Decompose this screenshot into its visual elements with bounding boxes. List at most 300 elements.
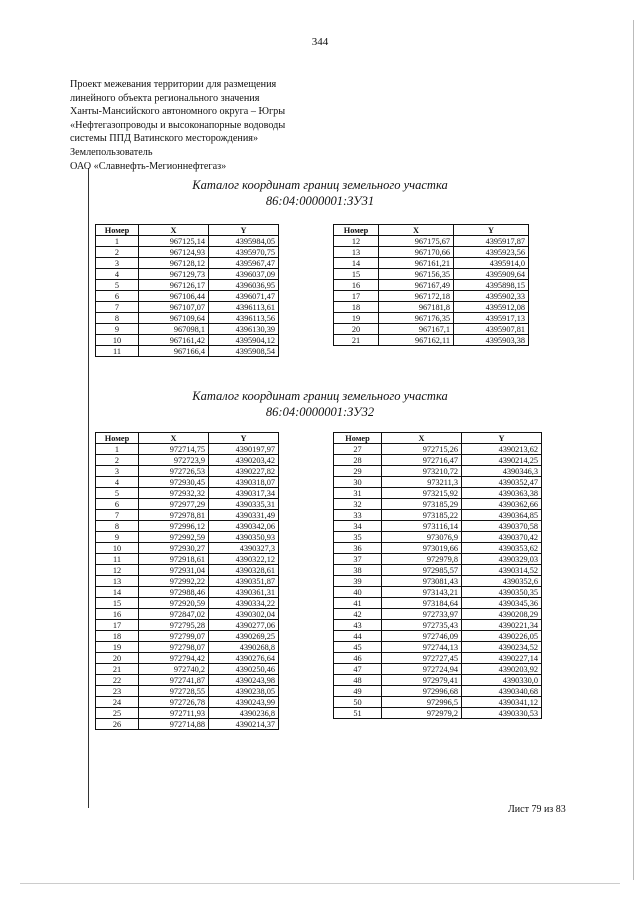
point-number-cell: 6: [96, 291, 139, 302]
y-coordinate-cell: 4390331,49: [209, 510, 279, 521]
y-coordinate-cell: 4390329,03: [462, 554, 542, 565]
table-row: [334, 675, 542, 686]
y-coordinate-cell: 4390268,8: [209, 642, 279, 653]
table-row: [96, 576, 279, 587]
column-header-y: Y: [462, 433, 542, 444]
table-row: [334, 335, 529, 346]
x-coordinate-cell: 967170,66: [379, 247, 454, 258]
table-row: [334, 686, 542, 697]
x-coordinate-cell: 972794,42: [139, 653, 209, 664]
y-coordinate-cell: 4390363,38: [462, 488, 542, 499]
point-number-cell: 25: [96, 708, 139, 719]
table-row: [334, 587, 542, 598]
point-number-cell: 23: [96, 686, 139, 697]
x-coordinate-cell: 967126,17: [139, 280, 209, 291]
y-coordinate-cell: 4390327,3: [209, 543, 279, 554]
y-coordinate-cell: 4390350,93: [209, 532, 279, 543]
point-number-cell: 47: [334, 664, 382, 675]
table-row: [334, 532, 542, 543]
x-coordinate-cell: 972723,9: [139, 455, 209, 466]
x-coordinate-cell: 972996,5: [382, 697, 462, 708]
catalog1-title: Каталог координат границ земельного участка: [192, 178, 448, 192]
table-row: [96, 719, 279, 730]
y-coordinate-cell: 4395909,64: [454, 269, 529, 280]
project-header: [70, 78, 285, 173]
y-coordinate-cell: 4390364,85: [462, 510, 542, 521]
point-number-cell: 48: [334, 675, 382, 686]
x-coordinate-cell: 972985,57: [382, 565, 462, 576]
point-number-cell: 11: [96, 346, 139, 357]
y-coordinate-cell: 4390197,97: [209, 444, 279, 455]
column-header-x: X: [382, 433, 462, 444]
y-coordinate-cell: 4390362,66: [462, 499, 542, 510]
point-number-cell: 4: [96, 477, 139, 488]
header-line: Землепользователь: [70, 146, 153, 158]
point-number-cell: 5: [96, 488, 139, 499]
y-coordinate-cell: 4390318,07: [209, 477, 279, 488]
table-row: [334, 609, 542, 620]
point-number-cell: 21: [96, 664, 139, 675]
y-coordinate-cell: 4390352,6: [462, 576, 542, 587]
table-row: [96, 313, 279, 324]
y-coordinate-cell: 4390203,92: [462, 664, 542, 675]
table-row: [96, 708, 279, 719]
point-number-cell: 44: [334, 631, 382, 642]
x-coordinate-cell: 972996,68: [382, 686, 462, 697]
x-coordinate-cell: 972847,02: [139, 609, 209, 620]
table-row: [96, 631, 279, 642]
y-coordinate-cell: 4396113,61: [209, 302, 279, 313]
x-coordinate-cell: 972977,29: [139, 499, 209, 510]
x-coordinate-cell: 972930,27: [139, 543, 209, 554]
y-coordinate-cell: 4395967,47: [209, 258, 279, 269]
x-coordinate-cell: 972727,45: [382, 653, 462, 664]
y-coordinate-cell: 4395923,56: [454, 247, 529, 258]
y-coordinate-cell: 4390370,42: [462, 532, 542, 543]
x-coordinate-cell: 972716,47: [382, 455, 462, 466]
x-coordinate-cell: 967172,18: [379, 291, 454, 302]
x-coordinate-cell: 972714,75: [139, 444, 209, 455]
point-number-cell: 3: [96, 258, 139, 269]
point-number-cell: 34: [334, 521, 382, 532]
catalog2-table-left: [95, 432, 279, 730]
page-edge-line: [633, 20, 634, 880]
y-coordinate-cell: 4390351,87: [209, 576, 279, 587]
point-number-cell: 20: [96, 653, 139, 664]
point-number-cell: 6: [96, 499, 139, 510]
table-row: [334, 313, 529, 324]
point-number-cell: 46: [334, 653, 382, 664]
y-coordinate-cell: 4390350,35: [462, 587, 542, 598]
y-coordinate-cell: 4390208,29: [462, 609, 542, 620]
point-number-cell: 42: [334, 609, 382, 620]
table-row: [96, 247, 279, 258]
point-number-cell: 16: [334, 280, 379, 291]
point-number-cell: 36: [334, 543, 382, 554]
x-coordinate-cell: 973184,64: [382, 598, 462, 609]
y-coordinate-cell: 4390238,05: [209, 686, 279, 697]
x-coordinate-cell: 967106,44: [139, 291, 209, 302]
x-coordinate-cell: 967098,1: [139, 324, 209, 335]
point-number-cell: 49: [334, 686, 382, 697]
y-coordinate-cell: 4390340,68: [462, 686, 542, 697]
table-row: [96, 510, 279, 521]
y-coordinate-cell: 4396036,95: [209, 280, 279, 291]
table-row: [96, 258, 279, 269]
point-number-cell: 18: [96, 631, 139, 642]
x-coordinate-cell: 972932,32: [139, 488, 209, 499]
point-number-cell: 1: [96, 444, 139, 455]
column-header-number: Номер: [334, 433, 382, 444]
x-coordinate-cell: 972740,2: [139, 664, 209, 675]
table-row: [334, 236, 529, 247]
y-coordinate-cell: 4395902,33: [454, 291, 529, 302]
y-coordinate-cell: 4390236,8: [209, 708, 279, 719]
table-row: [334, 291, 529, 302]
point-number-cell: 7: [96, 510, 139, 521]
table-row: [334, 576, 542, 587]
table-row: [96, 291, 279, 302]
column-header-y: Y: [209, 433, 279, 444]
table-row: [96, 543, 279, 554]
y-coordinate-cell: 4395904,12: [209, 335, 279, 346]
x-coordinate-cell: 972744,13: [382, 642, 462, 653]
x-coordinate-cell: 972992,59: [139, 532, 209, 543]
table-row: [334, 697, 542, 708]
x-coordinate-cell: 972711,93: [139, 708, 209, 719]
header-line: «Нефтегазопроводы и высоконапорные водоводы: [70, 119, 286, 131]
x-coordinate-cell: 967175,67: [379, 236, 454, 247]
column-header-x: X: [139, 433, 209, 444]
y-coordinate-cell: 4390277,06: [209, 620, 279, 631]
point-number-cell: 31: [334, 488, 382, 499]
y-coordinate-cell: 4395898,15: [454, 280, 529, 291]
y-coordinate-cell: 4390243,98: [209, 675, 279, 686]
column-header-y: Y: [209, 225, 279, 236]
table-row: [334, 477, 542, 488]
table-row: [334, 488, 542, 499]
point-number-cell: 8: [96, 313, 139, 324]
y-coordinate-cell: 4390370,58: [462, 521, 542, 532]
table-row: [334, 324, 529, 335]
x-coordinate-cell: 973185,22: [382, 510, 462, 521]
column-header-y: Y: [454, 225, 529, 236]
point-number-cell: 9: [96, 532, 139, 543]
table-row: [96, 642, 279, 653]
table-row: [96, 346, 279, 357]
table-row: [334, 653, 542, 664]
y-coordinate-cell: 4390213,62: [462, 444, 542, 455]
y-coordinate-cell: 4390330,53: [462, 708, 542, 719]
table-row: [96, 236, 279, 247]
table-row: [96, 697, 279, 708]
point-number-cell: 5: [96, 280, 139, 291]
point-number-cell: 22: [96, 675, 139, 686]
table-row: [96, 488, 279, 499]
point-number-cell: 19: [96, 642, 139, 653]
catalog1-table-right: [333, 224, 529, 346]
y-coordinate-cell: 4395912,08: [454, 302, 529, 313]
scan-bottom-line: [20, 883, 620, 884]
y-coordinate-cell: 4395917,13: [454, 313, 529, 324]
table-row: [96, 609, 279, 620]
point-number-cell: 12: [96, 565, 139, 576]
point-number-cell: 33: [334, 510, 382, 521]
table-row: [96, 598, 279, 609]
point-number-cell: 40: [334, 587, 382, 598]
catalog1-parcel: 86:04:0000001:ЗУ31: [265, 194, 375, 208]
x-coordinate-cell: 972724,94: [382, 664, 462, 675]
y-coordinate-cell: 4396037,09: [209, 269, 279, 280]
y-coordinate-cell: 4390276,64: [209, 653, 279, 664]
column-header-number: Номер: [96, 433, 139, 444]
table-row: [96, 466, 279, 477]
table-row: [334, 565, 542, 576]
y-coordinate-cell: 4390221,34: [462, 620, 542, 631]
point-number-cell: 37: [334, 554, 382, 565]
y-coordinate-cell: 4390302,04: [209, 609, 279, 620]
table-row: [96, 302, 279, 313]
binding-margin-line: [88, 168, 89, 808]
y-coordinate-cell: 4395903,38: [454, 335, 529, 346]
y-coordinate-cell: 4390269,25: [209, 631, 279, 642]
table-row: [96, 444, 279, 455]
point-number-cell: 50: [334, 697, 382, 708]
table-row: [96, 335, 279, 346]
header-line: системы ППД Ватинского месторождения»: [70, 133, 259, 145]
table-row: [96, 521, 279, 532]
point-number-cell: 12: [334, 236, 379, 247]
x-coordinate-cell: 972992,22: [139, 576, 209, 587]
catalog2-title: Каталог координат границ земельного участка: [192, 389, 448, 403]
column-header-x: X: [379, 225, 454, 236]
x-coordinate-cell: 967166,4: [139, 346, 209, 357]
point-number-cell: 16: [96, 609, 139, 620]
table-row: [96, 565, 279, 576]
x-coordinate-cell: 967161,42: [139, 335, 209, 346]
table-row: [334, 708, 542, 719]
point-number-cell: 24: [96, 697, 139, 708]
table-row: [334, 664, 542, 675]
catalog2-parcel: 86:04:0000001:ЗУ32: [265, 405, 375, 419]
x-coordinate-cell: 973215,92: [382, 488, 462, 499]
point-number-cell: 19: [334, 313, 379, 324]
catalog1-table-left: [95, 224, 279, 357]
x-coordinate-cell: 972733,97: [382, 609, 462, 620]
x-coordinate-cell: 972979,41: [382, 675, 462, 686]
table-row: [334, 466, 542, 477]
point-number-cell: 27: [334, 444, 382, 455]
point-number-cell: 17: [334, 291, 379, 302]
x-coordinate-cell: 973143,21: [382, 587, 462, 598]
y-coordinate-cell: 4390361,31: [209, 587, 279, 598]
column-header-number: Номер: [334, 225, 379, 236]
x-coordinate-cell: 972978,81: [139, 510, 209, 521]
point-number-cell: 28: [334, 455, 382, 466]
y-coordinate-cell: 4390352,47: [462, 477, 542, 488]
x-coordinate-cell: 967129,73: [139, 269, 209, 280]
header-line: ОАО «Славнефть-Мегионнефтегаз»: [70, 160, 227, 172]
table-row: [334, 598, 542, 609]
sheet-label: Лист 79 из 83: [508, 804, 566, 815]
x-coordinate-cell: 973116,14: [382, 521, 462, 532]
y-coordinate-cell: 4395908,54: [209, 346, 279, 357]
table-row: [334, 269, 529, 280]
point-number-cell: 39: [334, 576, 382, 587]
x-coordinate-cell: 967156,35: [379, 269, 454, 280]
y-coordinate-cell: 4390328,61: [209, 565, 279, 576]
x-coordinate-cell: 973211,3: [382, 477, 462, 488]
y-coordinate-cell: 4390346,3: [462, 466, 542, 477]
x-coordinate-cell: 972714,88: [139, 719, 209, 730]
x-coordinate-cell: 973019,66: [382, 543, 462, 554]
point-number-cell: 1: [96, 236, 139, 247]
point-number-cell: 17: [96, 620, 139, 631]
y-coordinate-cell: 4390322,12: [209, 554, 279, 565]
header-line: Проект межевания территории для размещения: [70, 79, 277, 90]
x-coordinate-cell: 972726,53: [139, 466, 209, 477]
x-coordinate-cell: 972735,43: [382, 620, 462, 631]
table-row: [334, 302, 529, 313]
y-coordinate-cell: 4390227,82: [209, 466, 279, 477]
y-coordinate-cell: 4390335,31: [209, 499, 279, 510]
table-row: [334, 247, 529, 258]
table-row: [96, 587, 279, 598]
header-line: линейного объекта регионального значения: [70, 92, 260, 104]
point-number-cell: 32: [334, 499, 382, 510]
y-coordinate-cell: 4390334,22: [209, 598, 279, 609]
y-coordinate-cell: 4390234,52: [462, 642, 542, 653]
point-number-cell: 15: [96, 598, 139, 609]
x-coordinate-cell: 972930,45: [139, 477, 209, 488]
table-row: [334, 521, 542, 532]
x-coordinate-cell: 967124,93: [139, 247, 209, 258]
x-coordinate-cell: 967161,21: [379, 258, 454, 269]
table-row: [96, 269, 279, 280]
y-coordinate-cell: 4390342,06: [209, 521, 279, 532]
page-number: 344: [311, 36, 329, 48]
x-coordinate-cell: 973210,72: [382, 466, 462, 477]
point-number-cell: 45: [334, 642, 382, 653]
catalog2-table-right: [333, 432, 542, 719]
x-coordinate-cell: 967125,14: [139, 236, 209, 247]
table-row: [96, 455, 279, 466]
table-row: [334, 499, 542, 510]
x-coordinate-cell: 967176,35: [379, 313, 454, 324]
point-number-cell: 2: [96, 455, 139, 466]
y-coordinate-cell: 4390330,0: [462, 675, 542, 686]
column-header-x: X: [139, 225, 209, 236]
table-row: [96, 686, 279, 697]
table-row: [96, 499, 279, 510]
table-row: [96, 675, 279, 686]
y-coordinate-cell: 4390345,36: [462, 598, 542, 609]
point-number-cell: 21: [334, 335, 379, 346]
y-coordinate-cell: 4396113,56: [209, 313, 279, 324]
x-coordinate-cell: 972931,04: [139, 565, 209, 576]
table-row: [96, 664, 279, 675]
point-number-cell: 29: [334, 466, 382, 477]
table-row: [96, 620, 279, 631]
table-row: [334, 258, 529, 269]
table-row: [334, 455, 542, 466]
x-coordinate-cell: 972920,59: [139, 598, 209, 609]
point-number-cell: 11: [96, 554, 139, 565]
point-number-cell: 15: [334, 269, 379, 280]
table-row: [334, 510, 542, 521]
point-number-cell: 2: [96, 247, 139, 258]
x-coordinate-cell: 972979,2: [382, 708, 462, 719]
y-coordinate-cell: 4395914,0: [454, 258, 529, 269]
point-number-cell: 14: [334, 258, 379, 269]
y-coordinate-cell: 4390317,34: [209, 488, 279, 499]
x-coordinate-cell: 972979,8: [382, 554, 462, 565]
x-coordinate-cell: 972799,07: [139, 631, 209, 642]
x-coordinate-cell: 967167,49: [379, 280, 454, 291]
point-number-cell: 8: [96, 521, 139, 532]
x-coordinate-cell: 973185,29: [382, 499, 462, 510]
point-number-cell: 3: [96, 466, 139, 477]
point-number-cell: 43: [334, 620, 382, 631]
table-row: [334, 543, 542, 554]
y-coordinate-cell: 4390203,42: [209, 455, 279, 466]
x-coordinate-cell: 972795,28: [139, 620, 209, 631]
x-coordinate-cell: 972746,09: [382, 631, 462, 642]
y-coordinate-cell: 4390214,25: [462, 455, 542, 466]
table-row: [334, 642, 542, 653]
y-coordinate-cell: 4396130,39: [209, 324, 279, 335]
table-row: [96, 477, 279, 488]
point-number-cell: 41: [334, 598, 382, 609]
table-row: [96, 653, 279, 664]
x-coordinate-cell: 972988,46: [139, 587, 209, 598]
x-coordinate-cell: 972728,55: [139, 686, 209, 697]
y-coordinate-cell: 4396071,47: [209, 291, 279, 302]
point-number-cell: 7: [96, 302, 139, 313]
catalog1-title-block: [0, 177, 640, 209]
point-number-cell: 14: [96, 587, 139, 598]
table-row: [96, 324, 279, 335]
y-coordinate-cell: 4390250,46: [209, 664, 279, 675]
x-coordinate-cell: 967181,8: [379, 302, 454, 313]
x-coordinate-cell: 967162,11: [379, 335, 454, 346]
x-coordinate-cell: 972726,78: [139, 697, 209, 708]
y-coordinate-cell: 4395907,81: [454, 324, 529, 335]
header-line: Ханты-Мансийского автономного округа – Югры: [70, 106, 286, 118]
x-coordinate-cell: 967107,07: [139, 302, 209, 313]
x-coordinate-cell: 967109,64: [139, 313, 209, 324]
y-coordinate-cell: 4390243,99: [209, 697, 279, 708]
table-row: [334, 444, 542, 455]
point-number-cell: 10: [96, 335, 139, 346]
point-number-cell: 38: [334, 565, 382, 576]
table-row: [96, 554, 279, 565]
table-row: [334, 280, 529, 291]
point-number-cell: 30: [334, 477, 382, 488]
point-number-cell: 26: [96, 719, 139, 730]
table-row: [96, 532, 279, 543]
point-number-cell: 18: [334, 302, 379, 313]
point-number-cell: 4: [96, 269, 139, 280]
x-coordinate-cell: 973076,9: [382, 532, 462, 543]
column-header-number: Номер: [96, 225, 139, 236]
x-coordinate-cell: 972918,61: [139, 554, 209, 565]
x-coordinate-cell: 972996,12: [139, 521, 209, 532]
x-coordinate-cell: 972715,26: [382, 444, 462, 455]
point-number-cell: 20: [334, 324, 379, 335]
y-coordinate-cell: 4395970,75: [209, 247, 279, 258]
y-coordinate-cell: 4395984,05: [209, 236, 279, 247]
